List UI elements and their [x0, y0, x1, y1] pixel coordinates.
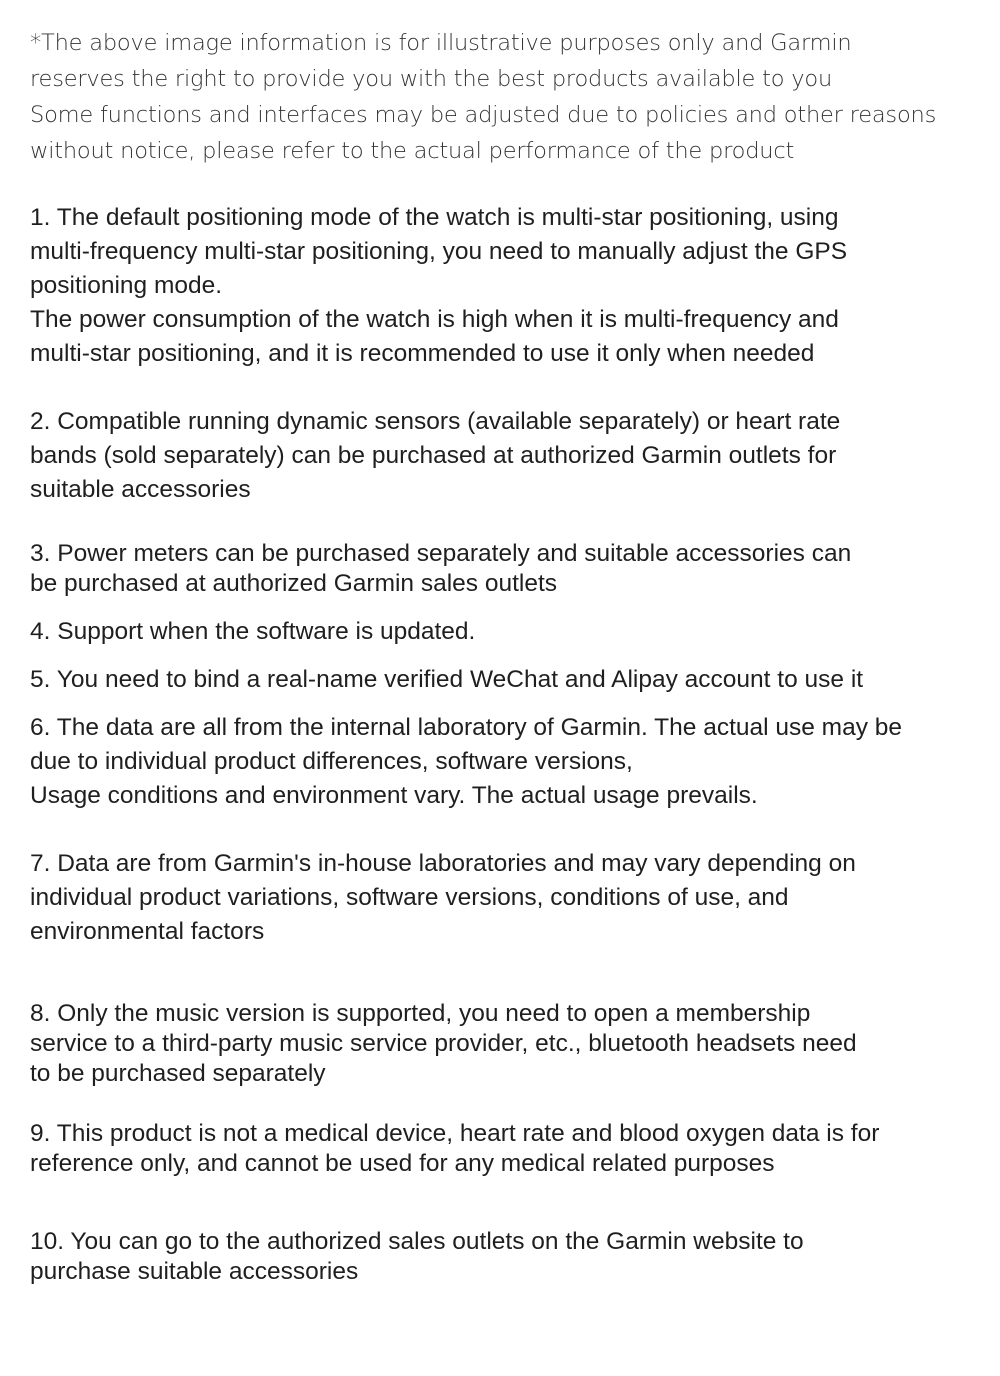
- note-line: 6. The data are all from the internal laboratory of Garmin. The actual use may be: [30, 714, 903, 741]
- note-line: bands (sold separately) can be purchased at authorized Garmin outlets for: [30, 442, 837, 469]
- note-line: individual product variations, software versions, conditions of use, and: [30, 884, 789, 911]
- note-line: purchase suitable accessories: [30, 1258, 359, 1285]
- note-line: reference only, and cannot be used for any medical related purposes: [30, 1150, 775, 1177]
- disclaimer-line: *The above image information is for illustrative purposes only and Garmin: [30, 30, 852, 56]
- note-9: [30, 1119, 990, 1179]
- note-line: 5. You need to bind a real-name verified WeChat and Alipay account to use it: [30, 666, 864, 693]
- note-5: [30, 663, 990, 697]
- note-line: 3. Power meters can be purchased separately and suitable accessories can: [30, 540, 852, 567]
- note-3: [30, 539, 990, 599]
- note-line: 10. You can go to the authorized sales outlets on the Garmin website to: [30, 1228, 804, 1255]
- note-line: be purchased at authorized Garmin sales outlets: [30, 570, 558, 597]
- note-line: 2. Compatible running dynamic sensors (available separately) or heart rate: [30, 408, 841, 435]
- note-line: positioning mode.: [30, 272, 223, 299]
- note-line: multi-star positioning, and it is recommended to use it only when needed: [30, 340, 815, 367]
- note-line: The power consumption of the watch is high when it is multi-frequency and: [30, 306, 839, 333]
- disclaimer-line: reserves the right to provide you with the best products available to you: [30, 66, 833, 92]
- note-line: suitable accessories: [30, 476, 251, 503]
- note-line: 7. Data are from Garmin's in-house laboratories and may vary depending on: [30, 850, 856, 877]
- note-line: multi-frequency multi-star positioning, you need to manually adjust the GPS: [30, 238, 848, 265]
- disclaimer-line: without notice, please refer to the actual performance of the product: [30, 138, 795, 164]
- note-line: Usage conditions and environment vary. The actual usage prevails.: [30, 782, 758, 809]
- note-line: 4. Support when the software is updated.: [30, 618, 476, 645]
- disclaimer-block: [30, 25, 990, 169]
- note-line: due to individual product differences, software versions,: [30, 748, 633, 775]
- note-6: [30, 711, 990, 813]
- note-line: 8. Only the music version is supported, you need to open a membership: [30, 1000, 811, 1027]
- note-8: [30, 999, 990, 1089]
- note-line: 1. The default positioning mode of the watch is multi-star positioning, using: [30, 204, 839, 231]
- note-line: environmental factors: [30, 918, 265, 945]
- note-line: 9. This product is not a medical device, heart rate and blood oxygen data is for: [30, 1120, 880, 1147]
- note-1: [30, 201, 990, 371]
- note-10: [30, 1227, 990, 1287]
- note-2: [30, 405, 990, 507]
- note-7: [30, 847, 990, 949]
- note-4: [30, 615, 990, 649]
- note-line: service to a third-party music service provider, etc., bluetooth headsets need: [30, 1030, 857, 1057]
- note-line: to be purchased separately: [30, 1060, 326, 1087]
- disclaimer-line: Some functions and interfaces may be adjusted due to policies and other reasons: [30, 102, 937, 128]
